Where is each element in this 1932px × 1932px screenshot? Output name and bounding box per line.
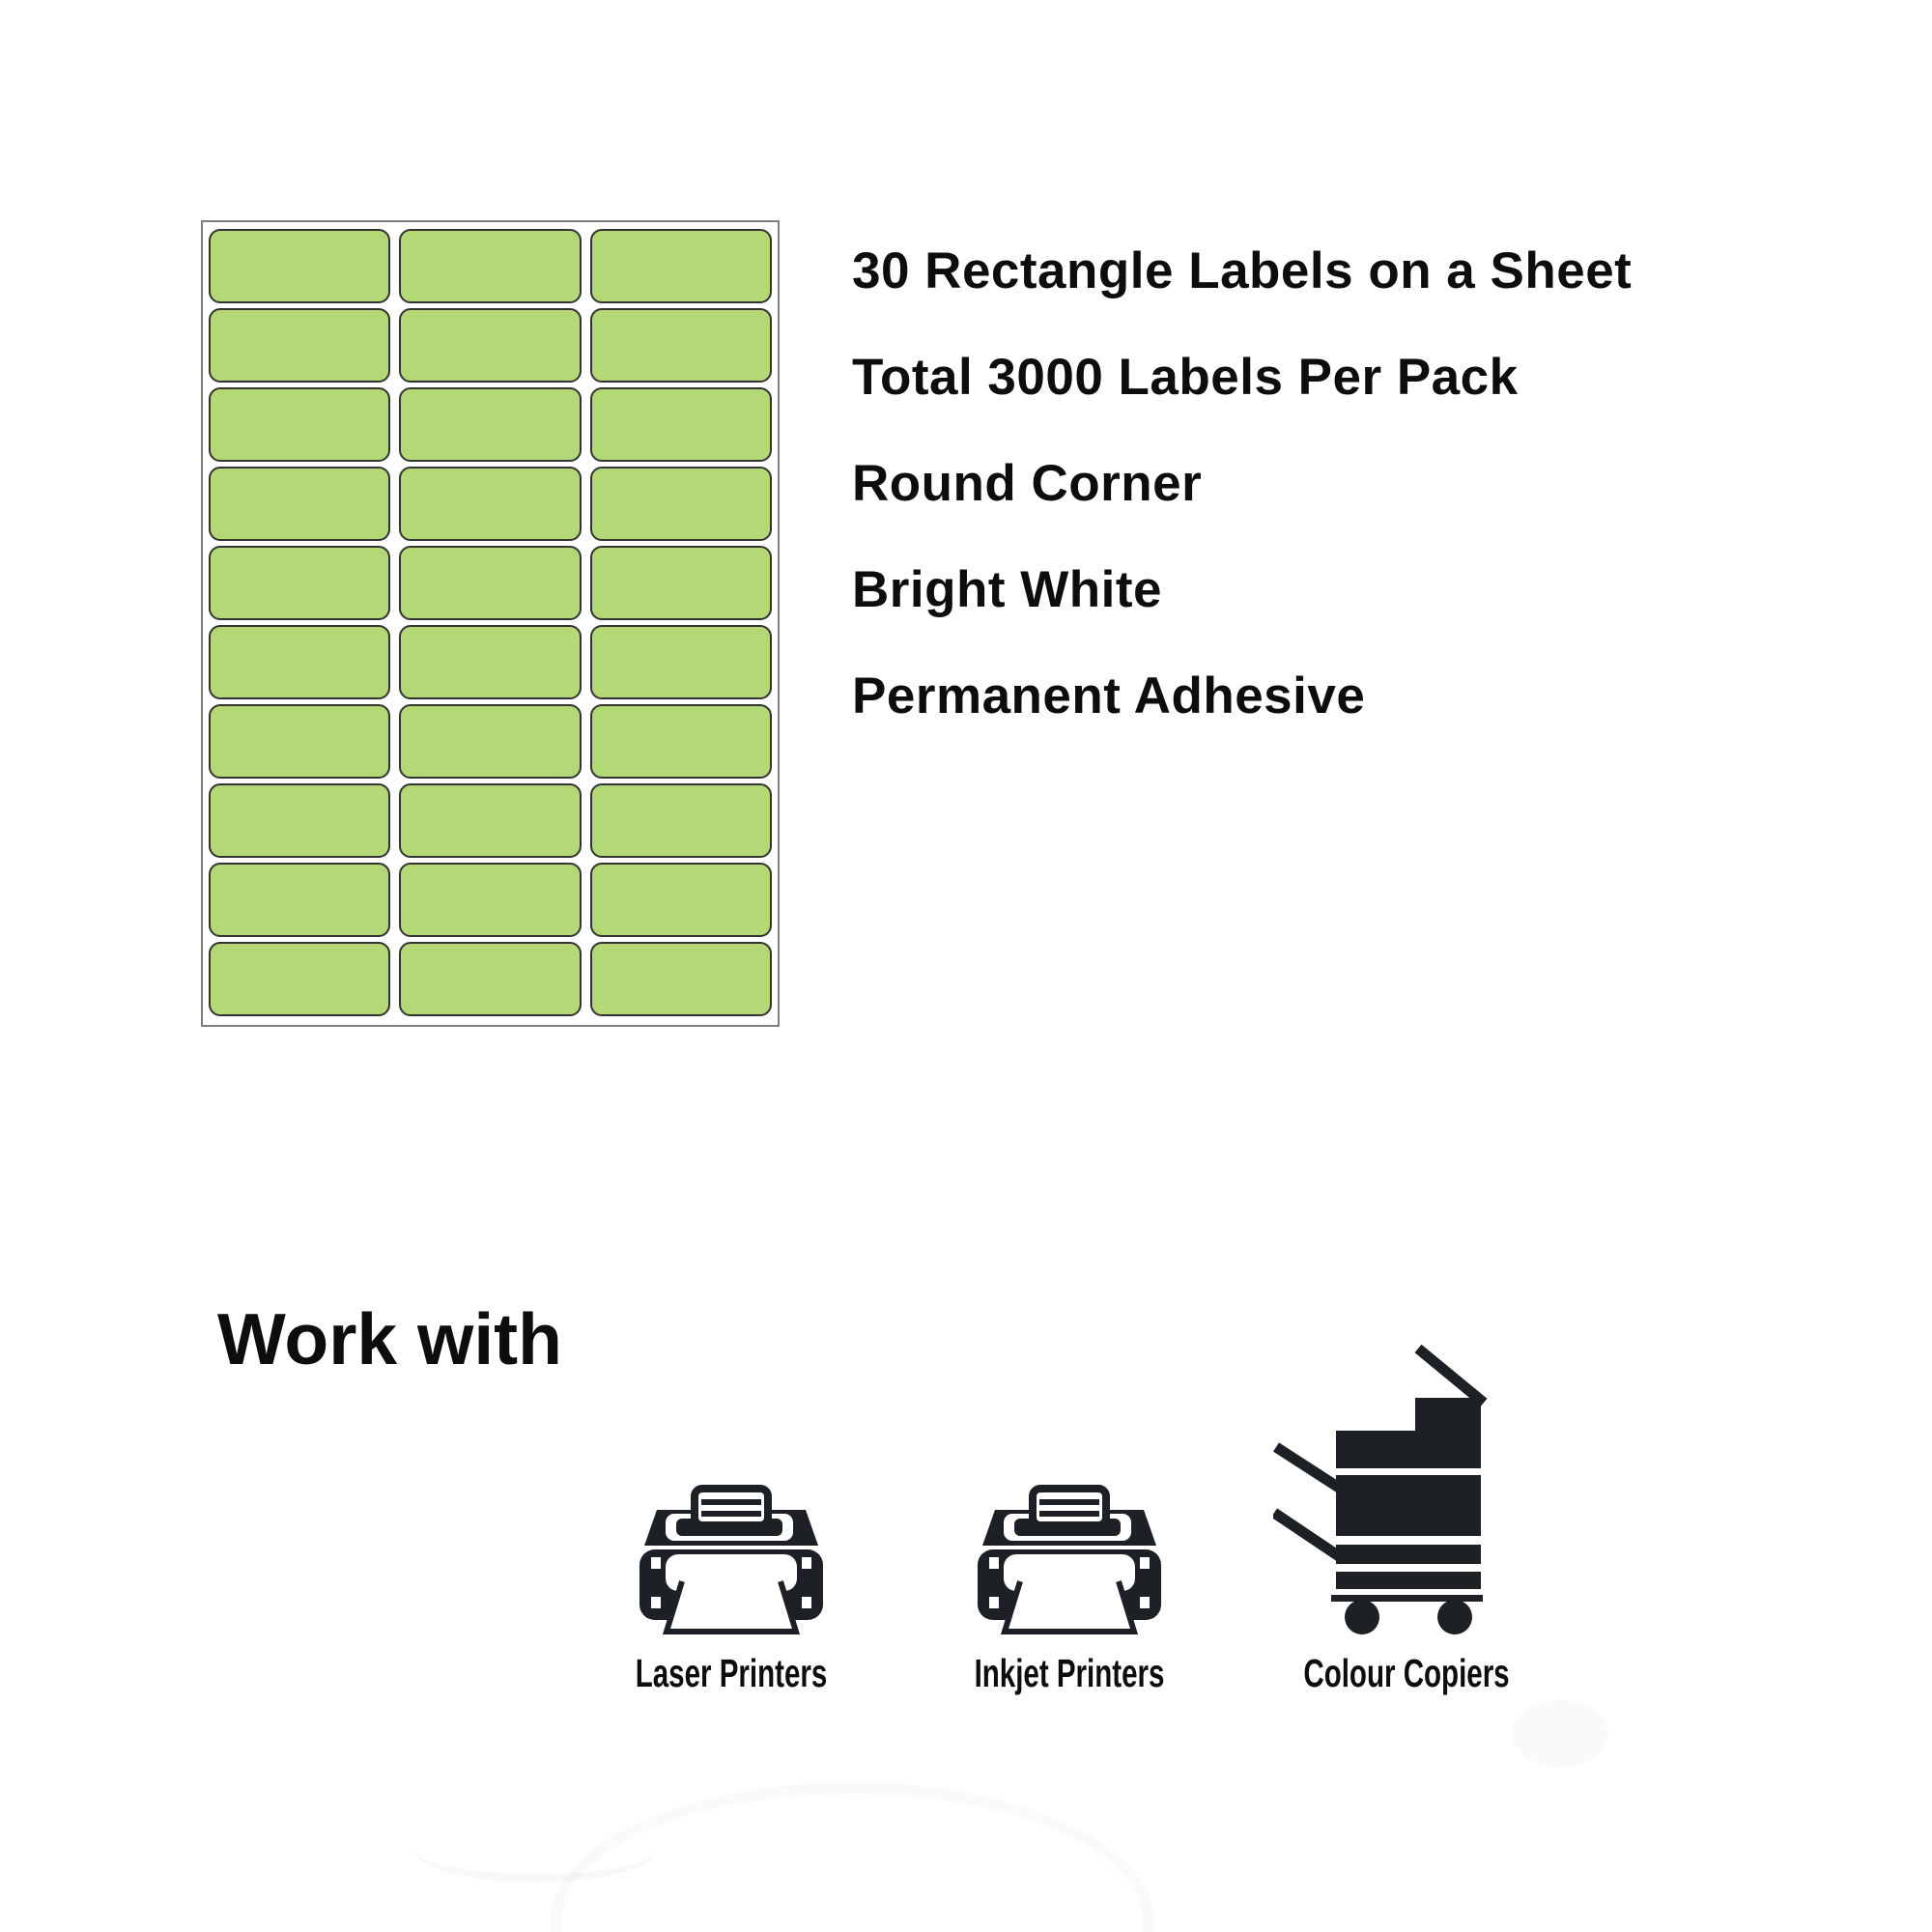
- label-cell: [590, 546, 772, 620]
- label-cell: [209, 942, 390, 1016]
- label-cell: [399, 625, 581, 699]
- label-cell: [209, 229, 390, 303]
- label-cell: [209, 546, 390, 620]
- label-cell: [590, 942, 772, 1016]
- device-colour-copiers: [1262, 1341, 1551, 1708]
- device-label-laser-printers: Laser Printers: [635, 1651, 828, 1695]
- label-cell: [209, 387, 390, 462]
- feature-line: Round Corner: [852, 454, 1203, 512]
- watermark-smudge: [415, 1816, 657, 1883]
- label-cell: [399, 942, 581, 1016]
- label-cell: [399, 783, 581, 858]
- watermark-smudge: [1512, 1700, 1608, 1768]
- work-with-heading: Work with: [217, 1298, 562, 1379]
- feature-line: Total 3000 Labels Per Pack: [852, 348, 1519, 406]
- label-cell: [209, 783, 390, 858]
- label-cell: [590, 783, 772, 858]
- label-cell: [590, 229, 772, 303]
- feature-line: Bright White: [852, 560, 1162, 618]
- label-cell: [209, 308, 390, 383]
- device-label-inkjet-printers: Inkjet Printers: [974, 1651, 1165, 1695]
- inkjet-printer-icon: [978, 1485, 1161, 1642]
- label-cell: [399, 467, 581, 541]
- label-cell: [399, 863, 581, 937]
- label-cell: [399, 229, 581, 303]
- device-label-colour-copiers: Colour Copiers: [1303, 1651, 1510, 1695]
- colour-copier-icon: [1273, 1343, 1495, 1637]
- feature-line: Permanent Adhesive: [852, 667, 1366, 724]
- laser-printer-icon: [639, 1485, 823, 1642]
- label-cell: [209, 467, 390, 541]
- label-cell: [399, 546, 581, 620]
- label-cell: [209, 704, 390, 779]
- label-cell: [590, 467, 772, 541]
- label-cell: [399, 308, 581, 383]
- label-cell: [590, 863, 772, 937]
- device-laser-printers: [586, 1341, 876, 1708]
- label-cell: [399, 704, 581, 779]
- feature-line: 30 Rectangle Labels on a Sheet: [852, 242, 1633, 299]
- label-cell: [209, 863, 390, 937]
- label-cell: [590, 704, 772, 779]
- label-cell: [209, 625, 390, 699]
- label-cell: [590, 387, 772, 462]
- label-sheet: [201, 220, 780, 1027]
- label-cell: [590, 625, 772, 699]
- label-cell: [399, 387, 581, 462]
- label-cell: [590, 308, 772, 383]
- features-list: [852, 217, 1632, 749]
- device-inkjet-printers: [924, 1341, 1214, 1708]
